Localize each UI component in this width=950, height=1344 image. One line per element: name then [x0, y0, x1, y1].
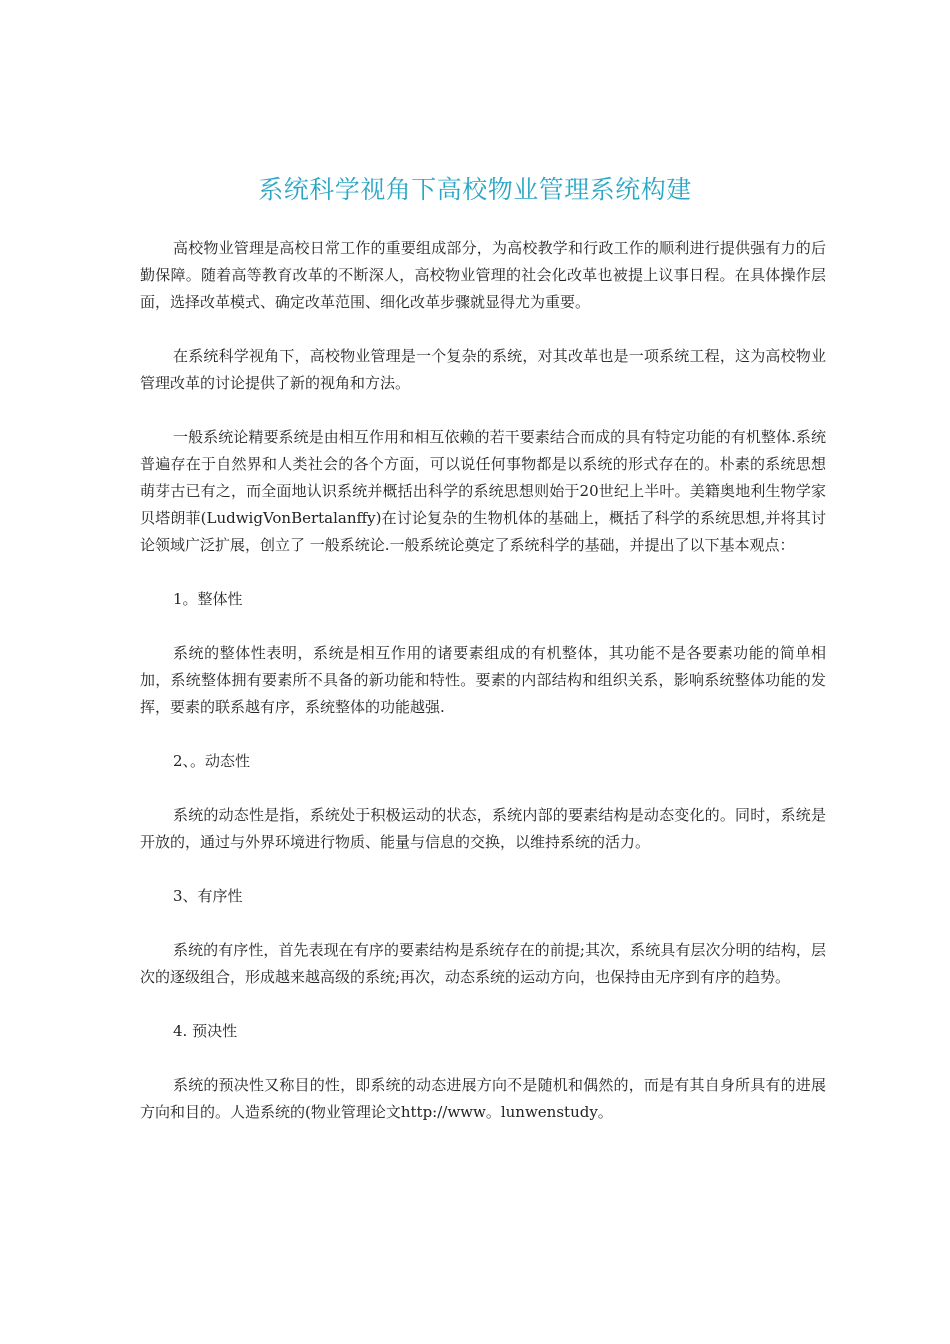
paragraph-intro: 高校物业管理是高校日常工作的重要组成部分，为高校教学和行政工作的顺利进行提供强有力的后勤保障。随着高等教育改革的不断深人，高校物业管理的社会化改革也被提上议事日程。在具体操作层面，选择改革模式、确定改革范围、细化改革步骤就显得尤为重要。	[140, 239, 826, 311]
section-heading-wholeness: 1。整体性	[173, 590, 243, 608]
paragraph-perspective: 在系统科学视角下，高校物业管理是一个复杂的系统，对其改革也是一项系统工程，这为高校物业管理改革的讨论提供了新的视角和方法。	[140, 347, 826, 392]
document-title: 系统科学视角下高校物业管理系统构建	[258, 175, 692, 204]
paragraph-wholeness: 系统的整体性表明，系统是相互作用的诸要素组成的有机整体，其功能不是各要素功能的简单相加，系统整体拥有要素所不具备的新功能和特性。要素的内部结构和组织关系，影响系统整体功能的发挥，要素的联系越有序，系统整体的功能越强.	[140, 644, 826, 716]
section-heading-order: 3、有序性	[173, 887, 243, 905]
paragraph-predetermination: 系统的预决性又称目的性，即系统的动态进展方向不是随机和偶然的，而是有其自身所具有的进展方向和目的。人造系统的(物业管理论文http://www。lunwenstudy。	[140, 1076, 826, 1121]
section-heading-predetermination: 4. 预决性	[173, 1022, 238, 1040]
paragraph-general-systems-theory: 一般系统论精要系统是由相互作用和相互依赖的若干要素结合而成的具有特定功能的有机整体.系统普遍存在于自然界和人类社会的各个方面，可以说任何事物都是以系统的形式存在的。朴素的系统思想萌芽古已有之，而全面地认识系统并概括出科学的系统思想则始于20世纪上半叶。美籍奥地利生物学家贝塔朗菲(LudwigVonBertalanffy)在讨论复杂的生物机体的基础上，概括了科学的系统思想,并将其讨论领域广泛扩展，创立了 一般系统论.一般系统论奠定了系统科学的基础，并提出了以下基本观点：	[140, 428, 826, 554]
paragraph-dynamics: 系统的动态性是指，系统处于积极运动的状态，系统内部的要素结构是动态变化的。同时，系统是开放的，通过与外界环境进行物质、能量与信息的交换，以维持系统的活力。	[140, 806, 826, 851]
section-heading-dynamics: 2、。动态性	[173, 752, 251, 770]
paragraph-order: 系统的有序性，首先表现在有序的要素结构是系统存在的前提;其次，系统具有层次分明的结构，层次的逐级组合，形成越来越高级的系统;再次，动态系统的运动方向，也保持由无序到有序的趋势。	[140, 941, 826, 986]
document-body	[140, 235, 826, 1153]
